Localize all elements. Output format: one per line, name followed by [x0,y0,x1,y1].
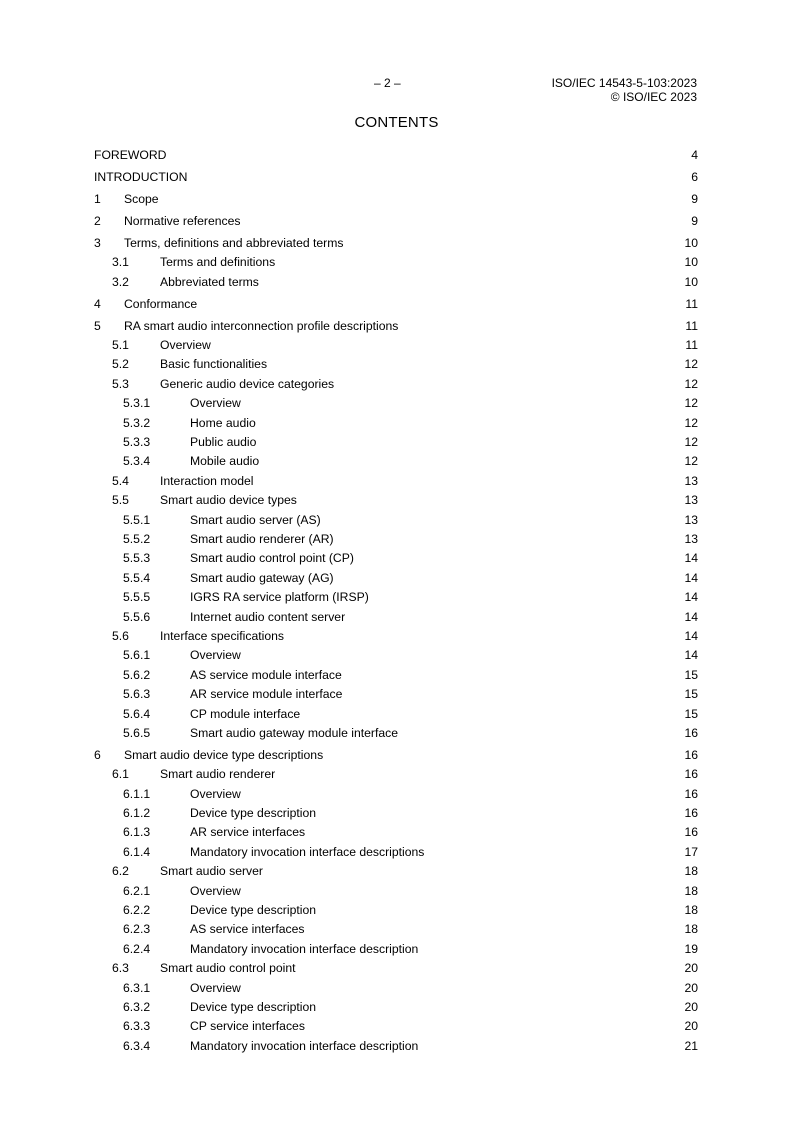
toc-entry-number: 5.6.2 [123,667,151,682]
toc-entry[interactable] [94,882,698,901]
toc-entry-page: 12 [684,454,698,469]
toc-entry-title: Abbreviated terms [160,274,259,289]
toc-entry-title: Internet audio content server [190,609,346,624]
toc-entry-page: 14 [684,648,698,663]
toc-entry-page: 12 [684,357,698,372]
toc-entry-number: 3.2 [112,274,129,289]
toc-entry-number: 6.1.2 [123,806,151,821]
toc-entry-page: 11 [685,318,698,333]
toc-entry-page: 4 [691,148,698,162]
toc-entry[interactable] [94,452,698,471]
page-number: – 2 – [374,76,401,90]
toc-entry[interactable] [94,190,698,209]
toc-entry-number: 5.4 [112,473,129,488]
toc-entry[interactable] [94,212,698,231]
toc-entry-title: Smart audio device type descriptions [124,747,324,762]
toc-entry-page: 20 [684,980,698,995]
toc-entry-number: 5.5.2 [123,531,151,546]
toc-entry-page: 15 [684,706,698,721]
toc-entry[interactable] [94,666,698,685]
toc-entry-number: 5.1 [112,338,129,353]
toc-entry-page: 6 [691,169,698,184]
table-of-contents [94,146,698,1056]
toc-entry-title: Terms and definitions [160,255,276,270]
toc-entry[interactable] [94,823,698,842]
toc-entry[interactable] [94,273,698,292]
toc-entry-number: 5.5.6 [123,609,151,624]
toc-entry-number: 6.1 [112,767,129,782]
toc-entry[interactable] [94,920,698,939]
toc-entry-number: 5.3.1 [123,396,151,411]
toc-entry-title: AR service module interface [190,687,343,702]
toc-entry-title: Mobile audio [190,454,260,469]
toc-entry-title: Home audio [190,415,256,430]
toc-entry-number: 5 [94,318,101,333]
toc-entry[interactable] [94,511,698,530]
toc-entry-page: 16 [684,786,698,801]
toc-entry-number: 3.1 [112,255,129,270]
toc-entry-page: 13 [684,473,698,488]
toc-entry[interactable] [94,491,698,510]
toc-entry-title: Smart audio server [160,864,263,879]
toc-entry-number: 5.3.3 [123,435,151,450]
toc-entry[interactable] [94,146,698,165]
toc-entry-page: 17 [684,844,698,859]
toc-entry-number: 6.3 [112,961,129,976]
toc-entry-number: 6 [94,747,101,762]
toc-entry-title: Generic audio device categories [160,376,335,391]
toc-entry-page: 12 [684,415,698,430]
toc-entry[interactable] [94,685,698,704]
toc-entry-page: 13 [684,512,698,527]
toc-entry[interactable] [94,168,698,187]
toc-entry[interactable] [94,998,698,1017]
toc-entry-number: 5.2 [112,357,129,372]
toc-entry-title: Smart audio server (AS) [190,512,321,527]
toc-entry-number: 6.2.1 [123,883,151,898]
toc-entry-title: CP service interfaces [190,1019,305,1034]
toc-entry[interactable] [94,234,698,253]
toc-entry-number: 6.1.1 [123,786,151,801]
toc-entry-title: Smart audio renderer [160,767,276,782]
toc-entry[interactable] [94,901,698,920]
toc-entry-title: Smart audio control point [160,961,296,976]
toc-entry-page: 11 [685,296,698,311]
toc-entry[interactable] [94,394,698,413]
toc-entry-number: 6.2.3 [123,922,151,937]
toc-entry-title: Terms, definitions and abbreviated terms [124,235,344,250]
toc-entry-title: IGRS RA service platform (IRSP) [190,590,369,605]
toc-entry-page: 20 [684,961,698,976]
toc-entry[interactable] [94,785,698,804]
toc-entry-page: 11 [685,338,698,353]
toc-entry-title: Overview [190,648,241,663]
toc-entry-title: Scope [124,191,159,206]
toc-entry-page: 10 [684,235,698,250]
toc-entry-title: FOREWORD [94,148,167,162]
toc-entry[interactable] [94,724,698,743]
toc-entry-number: 5.6.5 [123,725,151,740]
toc-entry[interactable] [94,940,698,959]
toc-entry-title: Device type description [190,806,316,821]
toc-entry-number: 5.3 [112,376,129,391]
toc-entry-number: 5.5.4 [123,570,151,585]
toc-entry[interactable] [94,375,698,394]
toc-entry-number: 3 [94,235,101,250]
toc-entry-title: Mandatory invocation interface description [190,941,419,956]
toc-entry[interactable] [94,1017,698,1036]
toc-entry-page: 10 [684,274,698,289]
toc-entry-page: 16 [684,747,698,762]
toc-entry[interactable] [94,569,698,588]
toc-entry-title: Overview [190,883,241,898]
toc-entry-title: Overview [190,396,241,411]
document-id: ISO/IEC 14543-5-103:2023 [551,76,697,90]
toc-entry-number: 5.5.5 [123,590,151,605]
toc-entry-title: Public audio [190,435,257,450]
toc-entry-number: 5.5 [112,493,129,508]
toc-entry[interactable] [94,336,698,355]
toc-entry-page: 15 [684,687,698,702]
toc-entry-page: 13 [684,531,698,546]
toc-entry-title: Interface specifications [160,628,284,643]
toc-entry-number: 5.5.1 [123,512,151,527]
toc-entry-page: 12 [684,435,698,450]
toc-entry-title: Smart audio device types [160,493,297,508]
toc-entry[interactable] [94,549,698,568]
toc-entry-title: Overview [190,786,241,801]
toc-entry-number: 6.3.1 [123,980,151,995]
toc-entry[interactable] [94,959,698,978]
toc-entry[interactable] [94,765,698,784]
toc-entry[interactable] [94,588,698,607]
toc-entry-number: 2 [94,213,101,228]
toc-entry-title: AS service interfaces [190,922,305,937]
toc-entry-number: 6.3.2 [123,999,151,1014]
toc-entry[interactable] [94,472,698,491]
toc-entry-number: 6.2.2 [123,903,151,917]
toc-entry-number: 5.6.3 [123,687,151,702]
copyright-notice: © ISO/IEC 2023 [610,90,697,104]
toc-entry-number: 4 [94,296,101,311]
toc-entry-page: 18 [684,883,698,898]
toc-entry[interactable] [94,295,698,314]
toc-entry-title: Device type description [190,903,316,917]
toc-entry-page: 14 [684,570,698,585]
toc-entry-number: 5.5.3 [123,551,151,566]
toc-entry-title: RA smart audio interconnection profile descriptions [124,318,399,333]
toc-entry-page: 9 [691,213,698,228]
toc-entry[interactable] [94,1037,698,1056]
toc-entry-title: Overview [160,338,211,353]
toc-entry[interactable] [94,843,698,862]
toc-entry[interactable] [94,317,698,336]
toc-entry-page: 12 [684,376,698,391]
toc-entry-page: 20 [684,1019,698,1034]
toc-entry-number: 6.2 [112,864,129,879]
toc-entry[interactable] [94,705,698,724]
toc-entry-page: 9 [691,191,698,206]
toc-entry-title: Smart audio renderer (AR) [190,531,334,546]
toc-entry[interactable] [94,979,698,998]
toc-entry-page: 15 [684,667,698,682]
toc-entry-title: Device type description [190,999,316,1014]
toc-entry[interactable] [94,355,698,374]
toc-entry-number: 5.6.4 [123,706,151,721]
toc-entry-title: Overview [190,980,241,995]
toc-entry-number: 5.6.1 [123,648,151,663]
toc-entry-page: 18 [684,903,698,917]
toc-entry-number: 6.2.4 [123,941,151,956]
toc-entry-number: 6.3.4 [123,1038,151,1053]
toc-entry-page: 20 [684,999,698,1014]
toc-entry[interactable] [94,433,698,452]
toc-entry-page: 19 [684,941,698,956]
toc-entry-number: 6.1.3 [123,825,151,840]
toc-entry-page: 16 [684,806,698,821]
toc-entry-title: Conformance [124,296,198,311]
toc-entry[interactable] [94,627,698,646]
toc-entry-title: Normative references [124,213,241,228]
toc-entry[interactable] [94,414,698,433]
toc-entry-number: 5.3.4 [123,454,151,469]
toc-entry-title: Mandatory invocation interface descriptions [190,844,425,859]
toc-entry[interactable] [94,530,698,549]
toc-entry-page: 16 [684,725,698,740]
toc-entry-number: 1 [94,191,101,206]
toc-entry-title: INTRODUCTION [94,169,188,184]
toc-entry[interactable] [94,746,698,765]
toc-entry[interactable] [94,646,698,665]
toc-entry-page: 14 [684,590,698,605]
toc-entry-number: 6.1.4 [123,844,151,859]
toc-entry-page: 16 [684,767,698,782]
toc-entry[interactable] [94,253,698,272]
toc-entry-page: 14 [684,609,698,624]
toc-entry[interactable] [94,862,698,881]
toc-entry-page: 18 [684,922,698,937]
toc-entry-title: Interaction model [160,473,254,488]
toc-entry-page: 16 [684,825,698,840]
toc-entry-title: Smart audio gateway module interface [190,725,398,740]
toc-entry-title: Smart audio gateway (AG) [190,570,334,585]
toc-entry-number: 5.3.2 [123,415,151,430]
toc-entry-title: Mandatory invocation interface description [190,1038,419,1053]
toc-entry-page: 12 [684,396,698,411]
toc-entry-page: 14 [684,551,698,566]
toc-entry[interactable] [94,608,698,627]
toc-entry-page: 14 [684,628,698,643]
toc-entry-page: 13 [684,493,698,508]
toc-entry-page: 10 [684,255,698,270]
toc-entry-title: Smart audio control point (CP) [190,551,354,566]
contents-title: CONTENTS [354,114,439,131]
toc-entry-number: 5.6 [112,628,129,643]
toc-entry-title: CP module interface [190,706,301,721]
toc-entry-title: Basic functionalities [160,357,268,372]
toc-entry-title: AS service module interface [190,667,342,682]
toc-entry-number: 6.3.3 [123,1019,151,1034]
toc-entry-title: AR service interfaces [190,825,306,840]
toc-entry[interactable] [94,804,698,823]
document-header [552,76,697,104]
toc-entry-page: 21 [684,1038,698,1053]
toc-entry-page: 18 [684,864,698,879]
